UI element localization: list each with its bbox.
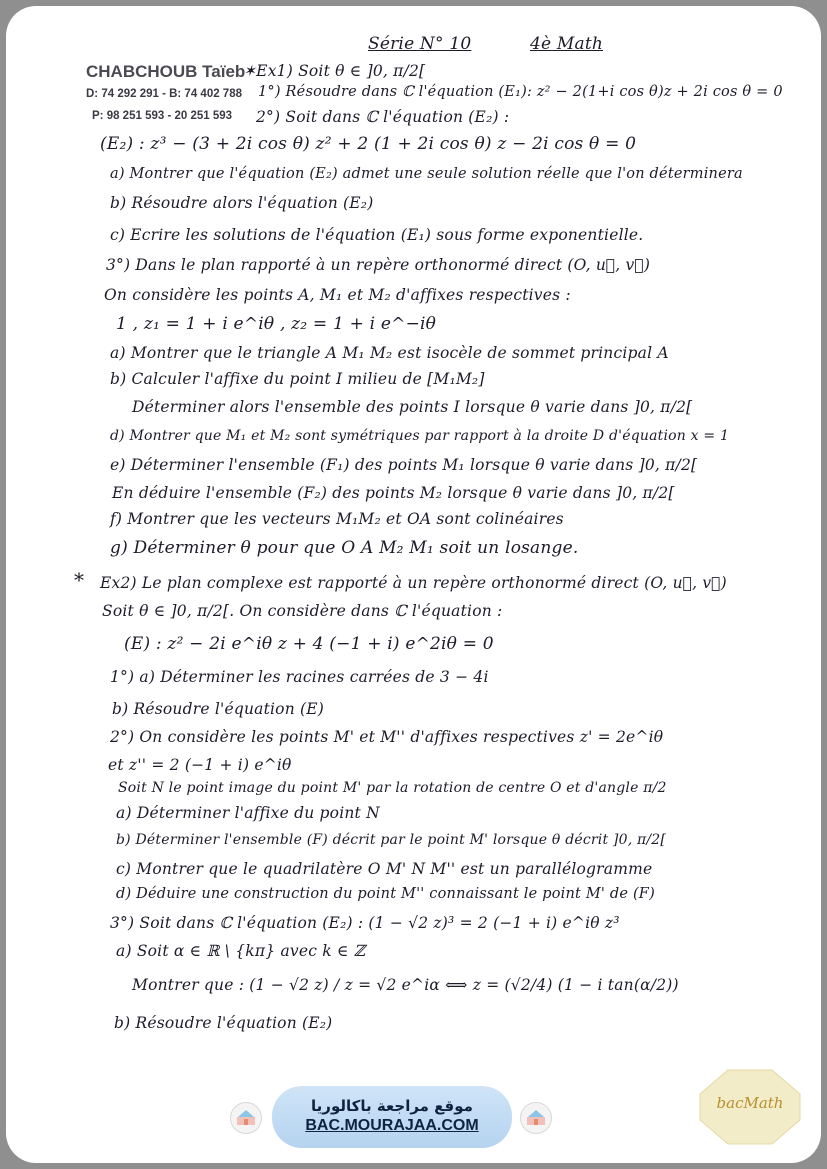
serie-title: Série N° 10: [368, 34, 472, 54]
exam-sheet: [28, 28, 800, 1142]
phone-line-1: D: 74 292 291 - B: 74 402 788: [86, 88, 242, 100]
ex1-q3f: f) Montrer que les vecteurs M₁M₂ et OA sont colinéaires: [110, 510, 564, 528]
ex2-q2c: Soit N le point image du point M' par la rotation de centre O et d'angle π/2: [118, 780, 667, 796]
ex2-q2-d: d) Déduire une construction du point M'' connaissant le point M' de (F): [116, 886, 655, 902]
ex2-q1b: b) Résoudre l'équation (E): [112, 700, 325, 718]
ex1-q3a: a) Montrer que le triangle A M₁ M₂ est isocèle de sommet principal A: [110, 344, 669, 362]
ex1-q3-b2: Déterminer alors l'ensemble des points I lorsque θ varie dans ]0, π/2[: [132, 398, 693, 416]
ex2-intro2: Soit θ ∈ ]0, π/2[. On considère dans ℂ l'équation :: [102, 602, 503, 620]
ex2-intro: Ex2) Le plan complexe est rapporté à un repère orthonormé direct (O, u⃗, v⃗): [100, 574, 727, 592]
site-banner[interactable]: [272, 1086, 512, 1148]
ex2-q2b: et z'' = 2 (−1 + i) e^iθ: [108, 756, 292, 774]
ex1-q1: 1°) Résoudre dans ℂ l'équation (E₁): z² − 2(1+i cos θ)z + 2i cos θ = 0: [258, 84, 783, 100]
ex1-intro: ✶Ex1) Soit θ ∈ ]0, π/2[: [243, 62, 426, 80]
ex1-q3d: d) Montrer que M₁ et M₂ sont symétriques par rapport à la droite D d'équation x = 1: [110, 428, 730, 444]
ex1-q3g: g) Déterminer θ pour que O A M₂ M₁ soit un losange.: [110, 538, 579, 558]
site-url-link[interactable]: BAC.MOURAJAA.COM: [305, 1117, 479, 1134]
class-title: 4è Math: [530, 34, 604, 54]
ex2-q1a: 1°) a) Déterminer les racines carrées de 3 − 4i: [110, 668, 489, 686]
ex1-qa: a) Montrer que l'équation (E₂) admet une seule solution réelle que l'on déterminera: [110, 166, 743, 182]
ex1-affixes: 1 , z₁ = 1 + i e^iθ , z₂ = 1 + i e^−iθ: [116, 314, 437, 334]
ex1-qb: b) Résoudre alors l'équation (E₂): [110, 194, 374, 212]
ex1-eq-e2: (E₂) : z³ − (3 + 2i cos θ) z² + 2 (1 + 2i cos θ) z − 2i cos θ = 0: [100, 134, 637, 154]
phone-line-2: P: 98 251 593 - 20 251 593: [92, 110, 233, 122]
logo-text: bacMath: [716, 1094, 784, 1112]
site-badge-icon-left: [230, 1102, 262, 1134]
ex1-q2: 2°) Soit dans ℂ l'équation (E₂) :: [256, 108, 510, 126]
ex2-eq-e: (E) : z² − 2i e^iθ z + 4 (−1 + i) e^2iθ = 0: [124, 634, 494, 654]
ex1-q3e2: En déduire l'ensemble (F₂) des points M₂ lorsque θ varie dans ]0, π/2[: [112, 484, 675, 502]
ex2-q3a: a) Soit α ∈ ℝ \ {kπ} avec k ∈ ℤ: [116, 942, 366, 960]
ex2-q3a2: Montrer que : (1 − √2 z) / z = √2 e^iα ⟺ z = (√2/4) (1 − i tan(α/2)): [132, 976, 679, 994]
ex1-q3-b: b) Calculer l'affixe du point I milieu de [M₁M₂]: [110, 370, 485, 388]
ex1-q3b: On considère les points A, M₁ et M₂ d'affixes respectives :: [104, 286, 571, 304]
ex2-q3: 3°) Soit dans ℂ l'équation (E₂) : (1 − √2 z)³ = 2 (−1 + i) e^iθ z³: [110, 914, 620, 932]
ex2-q2-a: a) Déterminer l'affixe du point N: [116, 804, 380, 822]
ex2-q2-b: b) Déterminer l'ensemble (F) décrit par le point M' lorsque θ décrit ]0, π/2[: [116, 832, 667, 848]
ex2-star: *: [74, 568, 85, 592]
site-badge-icon-right: [520, 1102, 552, 1134]
ex2-q2-c: c) Montrer que le quadrilatère O M' N M'' est un parallélogramme: [116, 860, 653, 878]
ex1-q3e: e) Déterminer l'ensemble (F₁) des points M₁ lorsque θ varie dans ]0, π/2[: [110, 456, 698, 474]
ex2-q2: 2°) On considère les points M' et M'' d'affixes respectives z' = 2e^iθ: [110, 728, 664, 746]
site-name-arabic: موقع مراجعة باكالوريا: [311, 1097, 473, 1115]
ex1-q3: 3°) Dans le plan rapporté à un repère orthonormé direct (O, u⃗, v⃗): [106, 256, 651, 274]
bacmath-logo: [698, 1068, 802, 1146]
ex1-qc: c) Ecrire les solutions de l'équation (E₁) sous forme exponentielle.: [110, 226, 644, 244]
author-name: CHABCHOUB Taïeb: [86, 62, 246, 81]
ex2-q3b: b) Résoudre l'équation (E₂): [114, 1014, 333, 1032]
